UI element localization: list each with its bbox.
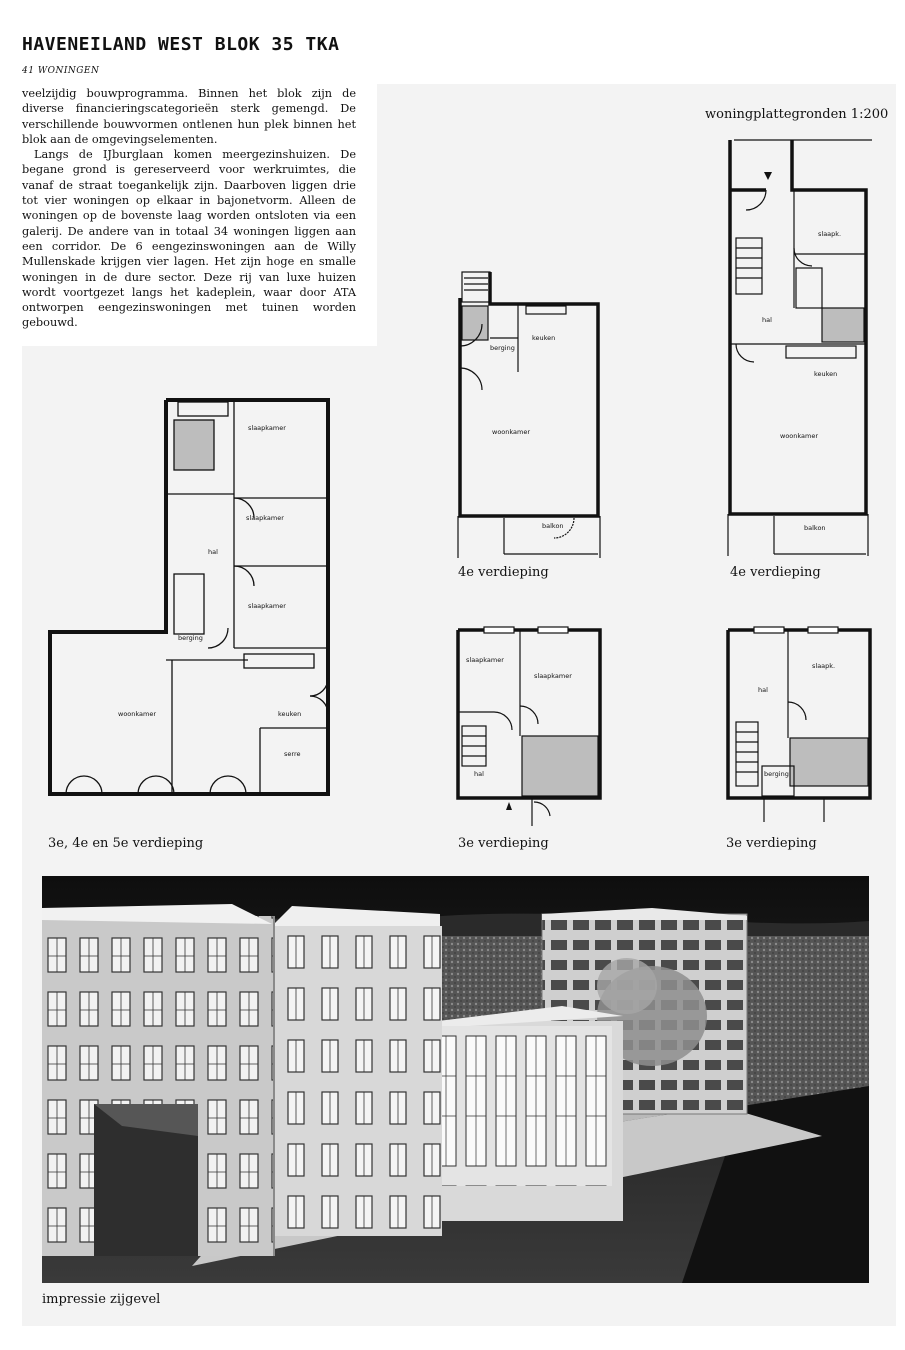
room-label: berging xyxy=(764,770,789,778)
room-label: slaapkamer xyxy=(534,672,572,680)
room-label: keuken xyxy=(532,334,556,342)
room-label: keuken xyxy=(814,370,838,378)
room-label: woonkamer xyxy=(118,710,157,718)
caption-plan-right-bottom: 3e verdieping xyxy=(726,836,817,851)
caption-plan-mid-top: 4e verdieping xyxy=(458,565,549,580)
entrance-arrow-icon xyxy=(506,802,512,810)
page-subtitle: 41 WONINGEN xyxy=(22,66,100,76)
room-label: hal xyxy=(474,770,484,778)
room-label: slaapk. xyxy=(812,662,836,670)
caption-plan-large: 3e, 4e en 5e verdieping xyxy=(48,836,204,851)
room-label: hal xyxy=(208,548,218,556)
model-photo-illustration xyxy=(42,876,869,1283)
room-label: slaapk. xyxy=(818,230,842,238)
room-label: hal xyxy=(758,686,768,694)
room-label: slaapkamer xyxy=(248,602,286,610)
entrance-arrow-icon xyxy=(764,172,772,180)
body-text xyxy=(22,86,356,331)
room-label: slaapkamer xyxy=(246,514,284,522)
scale-label: woningplattegronden 1:200 xyxy=(705,107,889,122)
room-label: woonkamer xyxy=(780,432,819,440)
room-label: keuken xyxy=(278,710,302,718)
room-label: serre xyxy=(284,750,301,758)
caption-photo: impressie zijgevel xyxy=(42,1292,161,1307)
caption-plan-mid-bottom: 3e verdieping xyxy=(458,836,549,851)
paragraph-1: veelzijdig bouwprogramma. Binnen het blok zijn de diverse financieringscategorieën sterk gemengd. De verschillende bouwvormen ontlenen hun plek binnen het blok aan de omgevingselementen. xyxy=(22,87,356,146)
model-photo xyxy=(42,876,869,1283)
room-label: slaapkamer xyxy=(248,424,286,432)
room-label: berging xyxy=(490,344,515,352)
room-label: hal xyxy=(762,316,772,324)
room-label: woonkamer xyxy=(492,428,531,436)
floor-plan-large xyxy=(48,398,340,800)
floor-plan-mid-top xyxy=(456,268,604,560)
caption-plan-right-top: 4e verdieping xyxy=(730,565,821,580)
room-label: balkon xyxy=(804,524,826,532)
page-title: HAVENEILAND WEST BLOK 35 TKA xyxy=(22,34,340,55)
room-label: slaapkamer xyxy=(466,656,504,664)
room-label: balkon xyxy=(542,522,564,530)
floor-plan-mid-bottom xyxy=(454,626,606,832)
floor-plan-right-bottom xyxy=(724,626,874,822)
floor-plan-right-top xyxy=(726,138,872,560)
paragraph-2: Langs de IJburglaan komen meergezinshuizen. De begane grond is gereserveerd voor werkruimtes, die vanaf de straat toegankelijk zijn. Daarboven liggen drie tot vier woningen op elkaar in bajonetvorm. Alleen de woningen op de bovenste laag worden ontsloten via een galerij. De andere van in totaal 34 woningen liggen aan een corridor. De 6 eengezinswoningen aan de Willy Mullenskade krijgen vier lagen. Het zijn hoge en smalle woningen in de dure sector. Deze rij van luxe huizen wordt voortgezet langs het kadeplein, waar door ATA ontworpen eengezinswoningen met tuinen worden gebouwd. xyxy=(22,148,356,330)
room-label: berging xyxy=(178,634,203,642)
